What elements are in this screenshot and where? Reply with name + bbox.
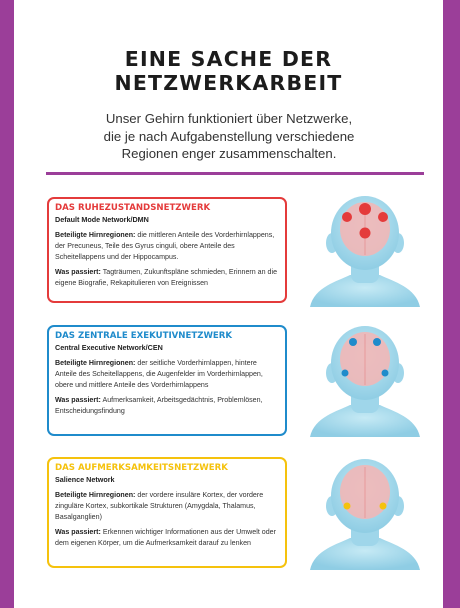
regions-text: der seitliche Vorderhirnlappen, hintere Anteile des Scheitellappens, die Augenfelder im Vorderhirnlappen, obere und mittlere Anteile des Vorderhirnlappens [55,359,263,389]
region-dot [360,228,371,239]
region-dot [373,338,381,346]
network-title: DAS ZENTRALE EXEKUTIVNETZWERK [55,331,233,341]
network-card-salience [47,457,287,568]
function-text: Erkennen wichtiger Informationen aus der Umwelt oder dem eigenen Körper, um die Aufmerksamkeit darauf zu lenken [55,528,276,548]
network-regions [55,358,279,390]
network-function [55,395,279,417]
network-subtitle: Central Executive Network/CEN [55,343,163,352]
intro-text [54,110,404,163]
regions-text: der vordere insuläre Kortex, der vordere zinguläre Kortex, subkortikale Strukturen (Amygdala, Thalamus, Basalganglien) [55,491,264,521]
network-function [55,527,279,549]
network-card-dmn [47,197,287,303]
head-top-view-icon [310,195,420,307]
function-text: Aufmerksamkeit, Arbeitsgedächtnis, Problemlösen, Entscheidungsfindung [55,396,263,416]
network-regions [55,230,279,262]
region-dot [342,370,349,377]
regions-label: Beteiligte Hirnregionen: [55,491,136,499]
page-title [14,47,443,95]
network-card-cen [47,325,287,436]
head-top-view-icon [310,325,420,437]
page-title-line-2: NETZWERKARBEIT [114,71,343,95]
region-dot [382,370,389,377]
regions-label: Beteiligte Hirnregionen: [55,359,136,367]
network-subtitle: Salience Network [55,475,115,484]
page-title-line-1: EINE SACHE DER [124,47,333,71]
region-dot [359,203,371,215]
regions-text: die mittleren Anteile des Vorderhirnlappens, der Precuneus, Teile des Gyrus cinguli, obere Anteile des Scheitellappens und der Hippocampus. [55,231,275,261]
intro-line-2: die je nach Aufgabenstellung verschiedene [103,128,355,144]
region-dot [342,212,352,222]
region-dot [378,212,388,222]
poster-page [14,0,443,608]
intro-line-1: Unser Gehirn funktioniert über Netzwerke, [105,111,353,126]
network-subtitle: Default Mode Network/DMN [55,215,149,224]
function-label: Was passiert: [55,396,101,405]
head-top-view-icon [310,458,420,570]
function-label: Was passiert: [55,268,101,277]
region-dot [380,503,387,510]
network-title: DAS RUHEZUSTANDSNETZWERK [55,203,211,213]
region-dot [349,338,357,346]
network-function [55,267,279,289]
network-regions [55,490,279,522]
function-label: Was passiert: [55,528,101,537]
section-divider [46,172,424,175]
network-title: DAS AUFMERKSAMKEITSNETZWERK [55,463,228,473]
function-text: Tagträumen, Zukunftspläne schmieden, Erinnern an die eigene Biografie, Rekapitulieren von Ereignissen [55,268,278,288]
region-dot [344,503,351,510]
intro-line-3: Regionen enger zusammenschalten. [121,146,337,161]
regions-label: Beteiligte Hirnregionen: [55,231,136,239]
